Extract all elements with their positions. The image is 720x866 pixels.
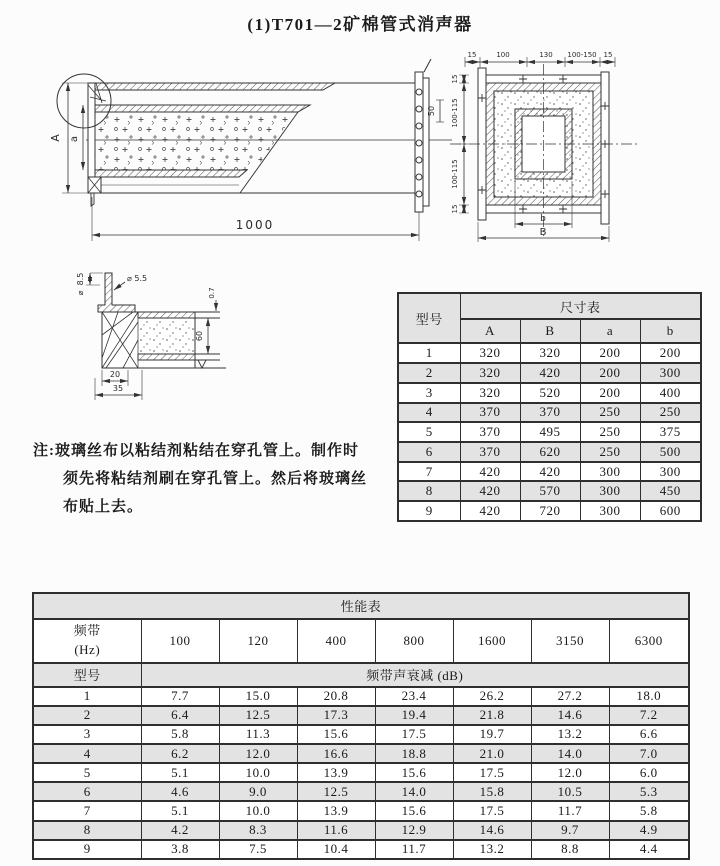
perf-table-title: 性能表 — [33, 593, 689, 619]
value-cell: 17.3 — [297, 706, 375, 725]
model-cell: 2 — [398, 363, 460, 383]
dim-left-15-top: 15 — [451, 74, 459, 84]
value-cell: 16.6 — [297, 744, 375, 763]
value-cell: 495 — [520, 422, 580, 442]
value-cell: 520 — [520, 383, 580, 403]
frequency-cell: 400 — [297, 619, 375, 664]
freq-band-header: 频带 (Hz) — [33, 619, 141, 664]
dim-label-a: a — [69, 135, 80, 143]
value-cell: 11.3 — [219, 725, 297, 744]
size-table — [397, 292, 702, 522]
dim-label-35: 35 — [112, 384, 124, 393]
value-cell: 5.8 — [609, 801, 689, 820]
value-cell: 320 — [460, 343, 520, 363]
table-row — [33, 801, 689, 820]
size-col-b: b — [640, 319, 701, 343]
table-row — [33, 821, 689, 840]
value-cell: 21.8 — [453, 706, 531, 725]
value-cell: 18.8 — [375, 744, 453, 763]
value-cell: 17.5 — [453, 801, 531, 820]
value-cell: 300 — [580, 481, 640, 501]
value-cell: 300 — [640, 363, 701, 383]
value-cell: 720 — [520, 501, 580, 521]
value-cell: 320 — [460, 383, 520, 403]
value-cell: 3.8 — [141, 840, 219, 859]
value-cell: 6.2 — [141, 744, 219, 763]
model-cell: 8 — [33, 821, 141, 840]
value-cell: 12.0 — [219, 744, 297, 763]
dim-top-15-right: 15 — [603, 51, 613, 59]
value-cell: 7.2 — [609, 706, 689, 725]
frequency-cell: 800 — [375, 619, 453, 664]
frequency-cell: 120 — [219, 619, 297, 664]
value-cell: 7.0 — [609, 744, 689, 763]
value-cell: 15.6 — [375, 763, 453, 782]
table-row — [33, 725, 689, 744]
value-cell: 20.8 — [297, 687, 375, 706]
value-cell: 200 — [580, 383, 640, 403]
size-col-A: A — [460, 319, 520, 343]
dim-top-100: 100 — [496, 51, 510, 59]
value-cell: 370 — [460, 422, 520, 442]
dim-label-hole-dia: ⌀ 5.5 — [127, 274, 148, 283]
dim-label-8p5: 8.5 — [76, 272, 85, 286]
value-cell: 14.0 — [375, 782, 453, 801]
frequency-cell: 100 — [141, 619, 219, 664]
value-cell: 12.5 — [219, 706, 297, 725]
value-cell: 5.1 — [141, 801, 219, 820]
frequency-cell: 1600 — [453, 619, 531, 664]
dim-top-15-left: 15 — [467, 51, 477, 59]
model-cell: 6 — [398, 442, 460, 462]
table-row — [398, 363, 701, 383]
value-cell: 200 — [580, 363, 640, 383]
table-row — [33, 706, 689, 725]
value-cell: 14.0 — [531, 744, 609, 763]
value-cell: 420 — [520, 462, 580, 482]
value-cell: 200 — [640, 343, 701, 363]
value-cell: 4.9 — [609, 821, 689, 840]
cross-section-drawing — [448, 46, 713, 261]
model-cell: 5 — [33, 763, 141, 782]
table-row — [398, 462, 701, 482]
value-cell: 5.3 — [609, 782, 689, 801]
value-cell: 26.2 — [453, 687, 531, 706]
value-cell: 6.4 — [141, 706, 219, 725]
value-cell: 8.3 — [219, 821, 297, 840]
note-line: 须先将粘结剂刷在穿孔管上。然后将玻璃丝 — [63, 471, 368, 487]
performance-table — [32, 592, 690, 860]
model-cell: 4 — [398, 403, 460, 423]
dim-left-100-115-top: 100-115 — [451, 98, 459, 128]
frequency-cell: 6300 — [609, 619, 689, 664]
perf-model-header: 型号 — [33, 663, 141, 686]
value-cell: 12.0 — [531, 763, 609, 782]
dim-label-0p7: 0.7 — [208, 287, 216, 299]
value-cell: 10.5 — [531, 782, 609, 801]
dim-left-15-bottom: 15 — [451, 204, 459, 214]
table-row — [33, 782, 689, 801]
value-cell: 420 — [460, 501, 520, 521]
value-cell: 12.9 — [375, 821, 453, 840]
value-cell: 200 — [580, 343, 640, 363]
model-cell: 9 — [398, 501, 460, 521]
value-cell: 21.0 — [453, 744, 531, 763]
value-cell: 4.6 — [141, 782, 219, 801]
table-row — [33, 744, 689, 763]
value-cell: 6.0 — [609, 763, 689, 782]
table-row — [33, 763, 689, 782]
value-cell: 300 — [580, 462, 640, 482]
value-cell: 8.8 — [531, 840, 609, 859]
value-cell: 620 — [520, 442, 580, 462]
model-cell: 8 — [398, 481, 460, 501]
table-row — [398, 442, 701, 462]
value-cell: 250 — [640, 403, 701, 423]
value-cell: 13.2 — [531, 725, 609, 744]
value-cell: 13.9 — [297, 801, 375, 820]
value-cell: 7.7 — [141, 687, 219, 706]
dim-label-B: B — [539, 227, 547, 238]
value-cell: 14.6 — [453, 821, 531, 840]
value-cell: 10.4 — [297, 840, 375, 859]
dim-label-50: 50 — [427, 105, 436, 117]
model-cell: 2 — [33, 706, 141, 725]
value-cell: 27.2 — [531, 687, 609, 706]
value-cell: 11.6 — [297, 821, 375, 840]
model-cell: 1 — [33, 687, 141, 706]
table-row — [33, 840, 689, 859]
model-cell: 1 — [398, 343, 460, 363]
dim-label-1000: 1000 — [235, 218, 275, 232]
value-cell: 420 — [460, 481, 520, 501]
detail-callout-circle — [57, 74, 111, 128]
value-cell: 15.6 — [375, 801, 453, 820]
size-table-title: 尺寸表 — [460, 293, 701, 319]
corner-detail-drawing — [48, 260, 243, 415]
table-row — [398, 422, 701, 442]
section-body — [450, 64, 640, 236]
value-cell: 14.6 — [531, 706, 609, 725]
dim-top-130: 130 — [539, 51, 553, 59]
size-col-B: B — [520, 319, 580, 343]
note-line: 布贴上去。 — [63, 499, 144, 515]
value-cell: 300 — [640, 462, 701, 482]
value-cell: 450 — [640, 481, 701, 501]
frequency-cell: 3150 — [531, 619, 609, 664]
value-cell: 5.1 — [141, 763, 219, 782]
dim-label-A: A — [49, 134, 62, 142]
value-cell: 250 — [580, 442, 640, 462]
dim-label-b: b — [540, 214, 546, 224]
value-cell: 15.6 — [297, 725, 375, 744]
model-cell: 7 — [398, 462, 460, 482]
dim-label-20: 20 — [109, 370, 121, 379]
value-cell: 10.0 — [219, 801, 297, 820]
value-cell: 13.9 — [297, 763, 375, 782]
value-cell: 250 — [580, 422, 640, 442]
value-cell: 570 — [520, 481, 580, 501]
table-row — [33, 687, 689, 706]
value-cell: 320 — [520, 343, 580, 363]
value-cell: 420 — [520, 363, 580, 383]
table-row — [398, 343, 701, 363]
table-row — [398, 403, 701, 423]
value-cell: 250 — [580, 403, 640, 423]
value-cell: 320 — [460, 363, 520, 383]
value-cell: 375 — [640, 422, 701, 442]
dim-top-100-150: 100-150 — [567, 51, 597, 59]
dim-label-60: 60 — [195, 330, 204, 342]
note-line: 注:玻璃丝布以粘结剂粘结在穿孔管上。制作时 — [33, 443, 359, 459]
value-cell: 4.2 — [141, 821, 219, 840]
attenuation-header: 频带声衰减 (dB) — [141, 663, 689, 686]
value-cell: 370 — [520, 403, 580, 423]
value-cell: 12.5 — [297, 782, 375, 801]
value-cell: 17.5 — [375, 725, 453, 744]
model-cell: 9 — [33, 840, 141, 859]
value-cell: 9.7 — [531, 821, 609, 840]
value-cell: 600 — [640, 501, 701, 521]
value-cell: 6.6 — [609, 725, 689, 744]
size-table-corner-header: 型号 — [398, 293, 460, 343]
value-cell: 9.0 — [219, 782, 297, 801]
model-cell: 5 — [398, 422, 460, 442]
value-cell: 15.0 — [219, 687, 297, 706]
dim-left-100-115-bottom: 100-115 — [451, 159, 459, 189]
value-cell: 18.0 — [609, 687, 689, 706]
value-cell: 400 — [640, 383, 701, 403]
model-cell: 6 — [33, 782, 141, 801]
note — [33, 437, 378, 521]
table-row — [398, 481, 701, 501]
value-cell: 7.5 — [219, 840, 297, 859]
model-cell: 3 — [33, 725, 141, 744]
value-cell: 13.2 — [453, 840, 531, 859]
value-cell: 23.4 — [375, 687, 453, 706]
model-cell: 4 — [33, 744, 141, 763]
value-cell: 10.0 — [219, 763, 297, 782]
value-cell: 19.4 — [375, 706, 453, 725]
value-cell: 19.7 — [453, 725, 531, 744]
side-view-drawing — [40, 45, 455, 263]
size-col-a: a — [580, 319, 640, 343]
value-cell: 11.7 — [375, 840, 453, 859]
value-cell: 5.8 — [141, 725, 219, 744]
value-cell: 420 — [460, 462, 520, 482]
value-cell: 370 — [460, 442, 520, 462]
value-cell: 11.7 — [531, 801, 609, 820]
table-row — [398, 501, 701, 521]
value-cell: 300 — [580, 501, 640, 521]
model-cell: 7 — [33, 801, 141, 820]
diameter-symbol: ⌀ — [76, 290, 85, 296]
value-cell: 4.4 — [609, 840, 689, 859]
value-cell: 15.8 — [453, 782, 531, 801]
page-title: (1)T701—2矿棉管式消声器 — [247, 15, 473, 34]
value-cell: 17.5 — [453, 763, 531, 782]
value-cell: 370 — [460, 403, 520, 423]
model-cell: 3 — [398, 383, 460, 403]
value-cell: 500 — [640, 442, 701, 462]
table-row — [398, 383, 701, 403]
silencer-side-view — [57, 59, 452, 212]
surface-finish-mark — [198, 360, 206, 368]
